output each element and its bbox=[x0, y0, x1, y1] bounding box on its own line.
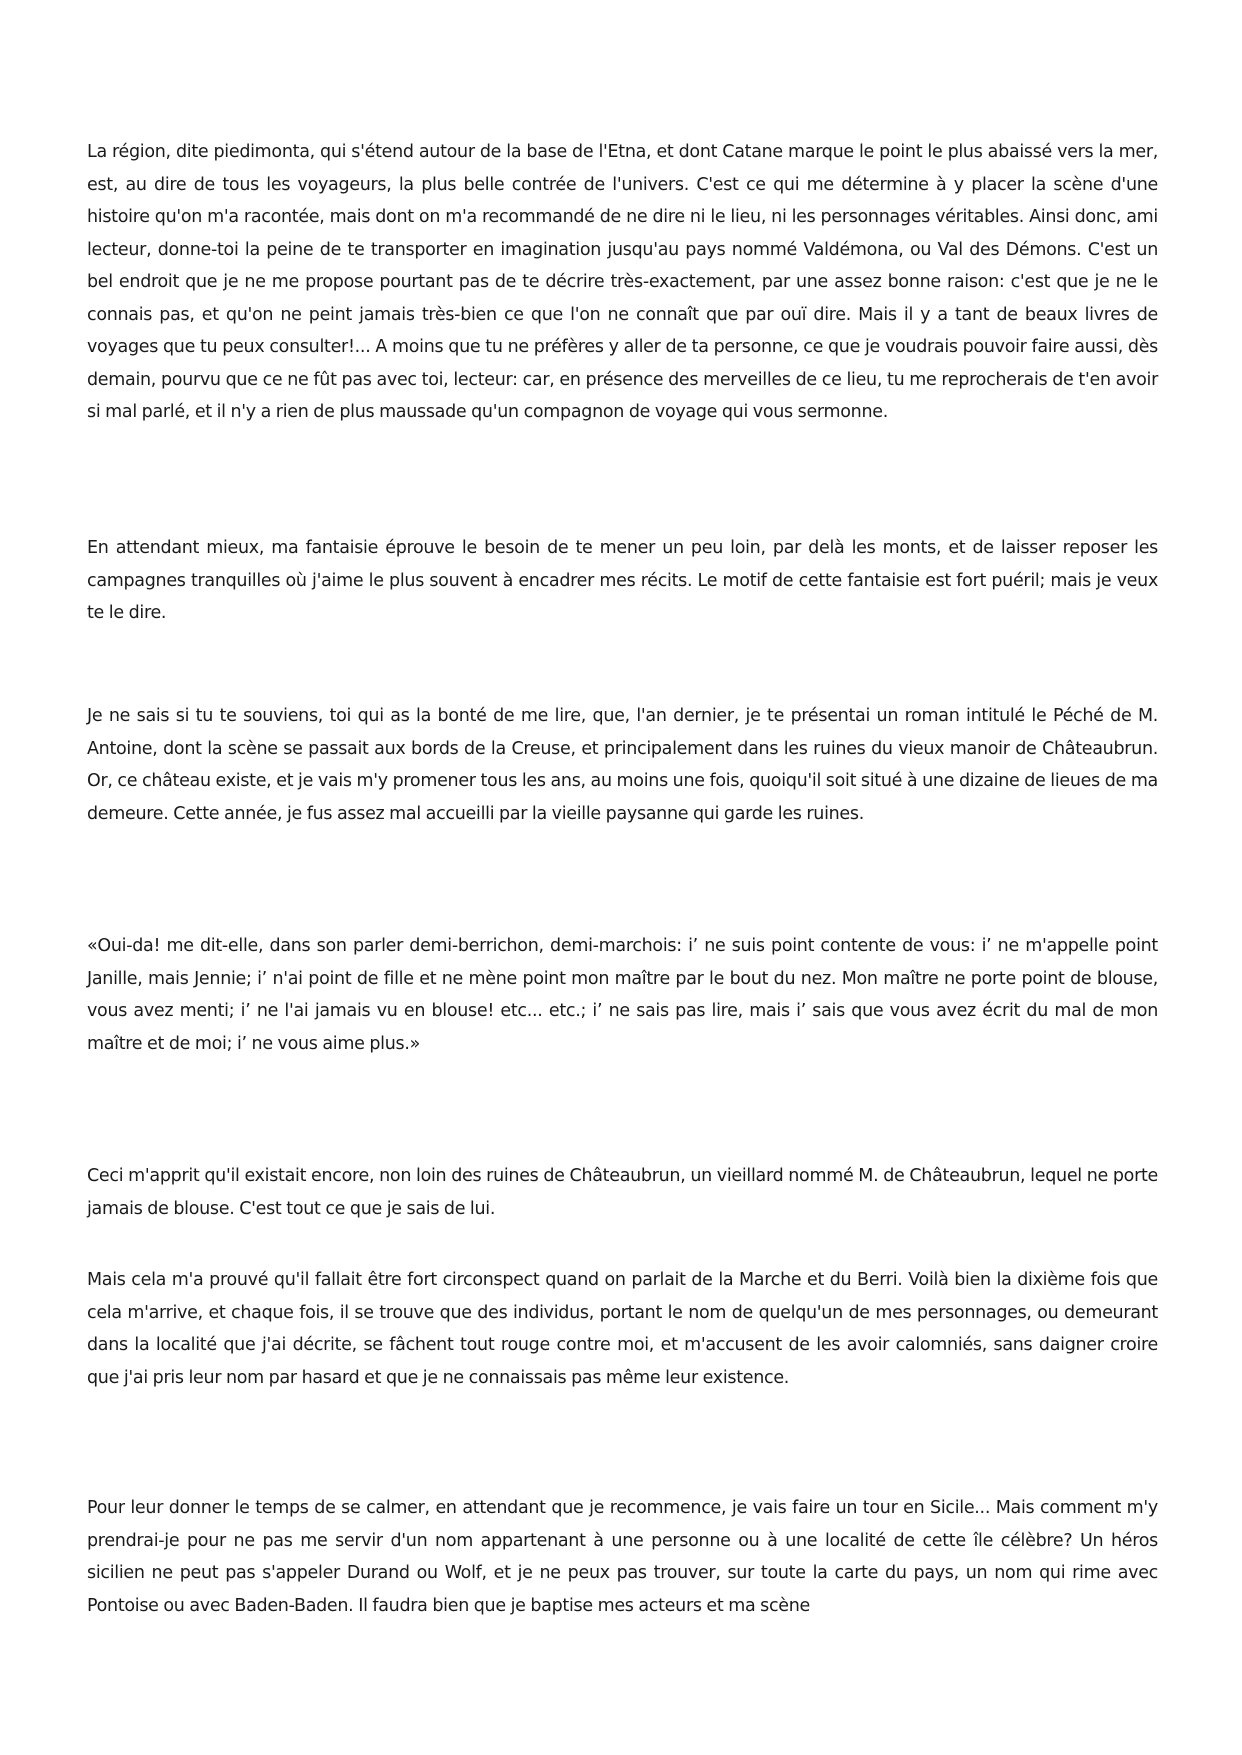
paragraph-3: Je ne sais si tu te souviens, toi qui as la bonté de me lire, que, l'an dernier, je te présentai un roman intitulé le Péché de M. Antoine, dont la scène se passait aux bords de la Creuse, et principalement dans les ruines du vieux manoir de Châteaubrun. Or, ce château existe, et je vais m'y promener tous les ans, au moins une fois, quoiqu'il soit situé à une dizaine de lieues de ma demeure. Cette année, je fus assez mal accueilli par la vieille paysanne qui garde les ruines. bbox=[87, 706, 1158, 824]
paragraph-1: La région, dite piedimonta, qui s'étend autour de la base de l'Etna, et dont Catane marque le point le plus abaissé vers la mer, est, au dire de tous les voyageurs, la plus belle contrée de l'univers. C'est ce qui me détermine à y placer la scène d'une histoire qu'on m'a racontée, mais dont on m'a recommandé de ne dire ni le lieu, ni les personnages véritables. Ainsi donc, ami lecteur, donne-toi la peine de te transporter en imagination jusqu'au pays nommé Valdémona, ou Val des Démons. C'est un bel endroit que je ne me propose pourtant pas de te décrire très-exactement, par une assez bonne raison: c'est que je ne le connais pas, et qu'on ne peint jamais très-bien ce que l'on ne connaît que par ouï dire. Mais il y a tant de beaux livres de voyages que tu peux consulter!... A moins que tu ne préfères y aller de ta personne, ce que je voudrais pouvoir faire aussi, dès demain, pourvu que ce ne fût pas avec toi, lecteur: car, en présence des merveilles de ce lieu, tu me reprocherais de t'en avoir si mal parlé, et il n'y a rien de plus maussade qu'un compagnon de voyage qui vous sermonne. bbox=[87, 142, 1158, 422]
paragraph-2: En attendant mieux, ma fantaisie éprouve le besoin de te mener un peu loin, par delà les monts, et de laisser reposer les campagnes tranquilles où j'aime le plus souvent à encadrer mes récits. Le motif de cette fantaisie est fort puéril; mais je veux te le dire. bbox=[87, 538, 1158, 623]
paragraph-6: Mais cela m'a prouvé qu'il fallait être fort circonspect quand on parlait de la Marche et du Berri. Voilà bien la dixième fois que cela m'arrive, et chaque fois, il se trouve que des individus, portant le nom de quelqu'un de mes personnages, ou demeurant dans la localité que j'ai décrite, se fâchent tout rouge contre moi, et m'accusent de les avoir calomniés, sans daigner croire que j'ai pris leur nom par hasard et que je ne connaissais pas même leur existence. bbox=[87, 1270, 1158, 1388]
paragraph-5: Ceci m'apprit qu'il existait encore, non loin des ruines de Châteaubrun, un vieillard nommé M. de Châteaubrun, lequel ne porte jamais de blouse. C'est tout ce que je sais de lui. bbox=[87, 1166, 1158, 1219]
paragraph-4: «Oui-da! me dit-elle, dans son parler demi-berrichon, demi-marchois: i’ ne suis point contente de vous: i’ ne m'appelle point Janille, mais Jennie; i’ n'ai point de fille et ne mène point mon maître par le bout du nez. Mon maître ne porte point de blouse, vous avez menti; i’ ne l'ai jamais vu en blouse! etc... etc.; i’ ne sais pas lire, mais i’ sais que vous avez écrit du mal de mon maître et de moi; i’ ne vous aime plus.» bbox=[87, 936, 1158, 1054]
paragraph-7: Pour leur donner le temps de se calmer, en attendant que je recommence, je vais faire un tour en Sicile... Mais comment m'y prendrai-je pour ne pas me servir d'un nom appartenant à une personne ou à une localité de cette île célèbre? Un héros sicilien ne peut pas s'appeler Durand ou Wolf, et je ne peux pas trouver, sur toute la carte du pays, un nom qui rime avec Pontoise ou avec Baden-Baden. Il faudra bien que je baptise mes acteurs et ma scène bbox=[87, 1498, 1158, 1616]
